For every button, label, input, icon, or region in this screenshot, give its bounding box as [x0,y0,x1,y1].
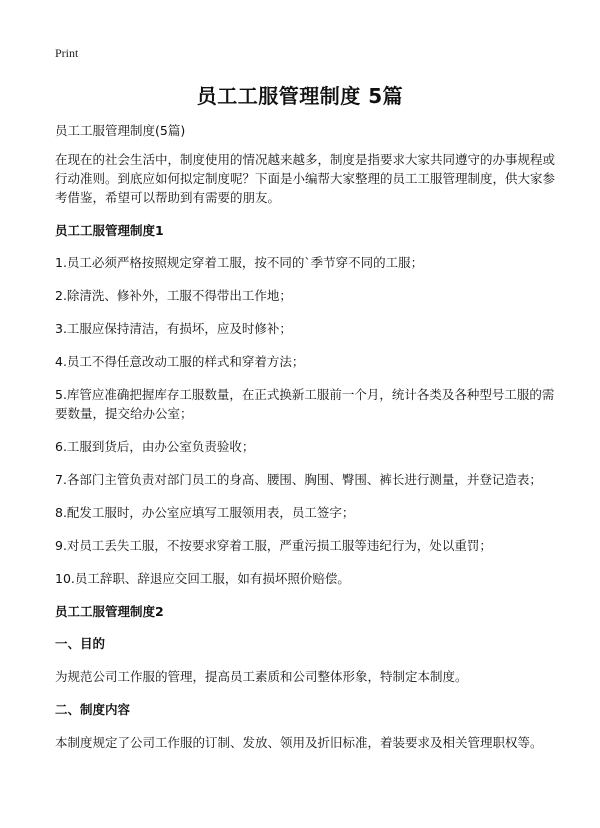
rule-item-4: 4.员工不得任意改动工服的样式和穿着方法； [55,354,305,369]
rule-item-10: 10.员工辞职、辞退应交回工服，如有损坏照价赔偿。 [55,571,350,586]
section-1-heading: 员工工服管理制度1 [55,223,164,238]
purpose-text: 为规范公司工作服的管理，提高员工素质和公司整体形象，特制定本制度。 [55,669,468,684]
rule-item-5: 5.库管应准确把握库存工服数量，在正式换新工服前一个月，统计各类及各种型号工服的需要数量，提交给办公室； [55,387,555,421]
document-body [55,121,555,766]
document-subtitle: 员工工服管理制度(5篇) [55,123,186,138]
purpose-heading: 一、目的 [55,636,106,651]
rule-item-2: 2.除清洗、修补外，工服不得带出工作地； [55,288,292,303]
section-2-heading: 员工工服管理制度2 [55,604,164,619]
rule-item-9: 9.对员工丢失工服，不按要求穿着工服，严重污损工服等违纪行为，处以重罚； [55,538,492,553]
content-heading: 二、制度内容 [55,702,131,717]
print-link[interactable]: Print [55,46,79,60]
rule-item-8: 8.配发工服时，办公室应填写工服领用表，员工签字； [55,505,355,520]
page-title: 员工工服管理制度 5篇 [196,84,404,108]
rule-item-6: 6.工服到货后，由办公室负责验收； [55,439,255,454]
content-text: 本制度规定了公司工作服的订制、发放、领用及折旧标准，着装要求及相关管理职权等。 [55,735,543,750]
rule-item-7: 7.各部门主管负责对部门员工的身高、腰围、胸围、臀围、裤长进行测量，并登记造表； [55,472,542,487]
rule-item-1: 1.员工必须严格按照规定穿着工服，按不同的`季节穿不同的工服； [55,255,424,270]
rule-item-3: 3.工服应保持清洁，有损坏，应及时修补； [55,321,292,336]
intro-paragraph: 在现在的社会生活中，制度使用的情况越来越多，制度是指要求大家共同遵守的办事规程或行动准则。到底应如何拟定制度呢？下面是小编帮大家整理的员工工服管理制度，供大家参考借鉴，希望可以帮助到有需要的朋友。 [55,152,556,205]
